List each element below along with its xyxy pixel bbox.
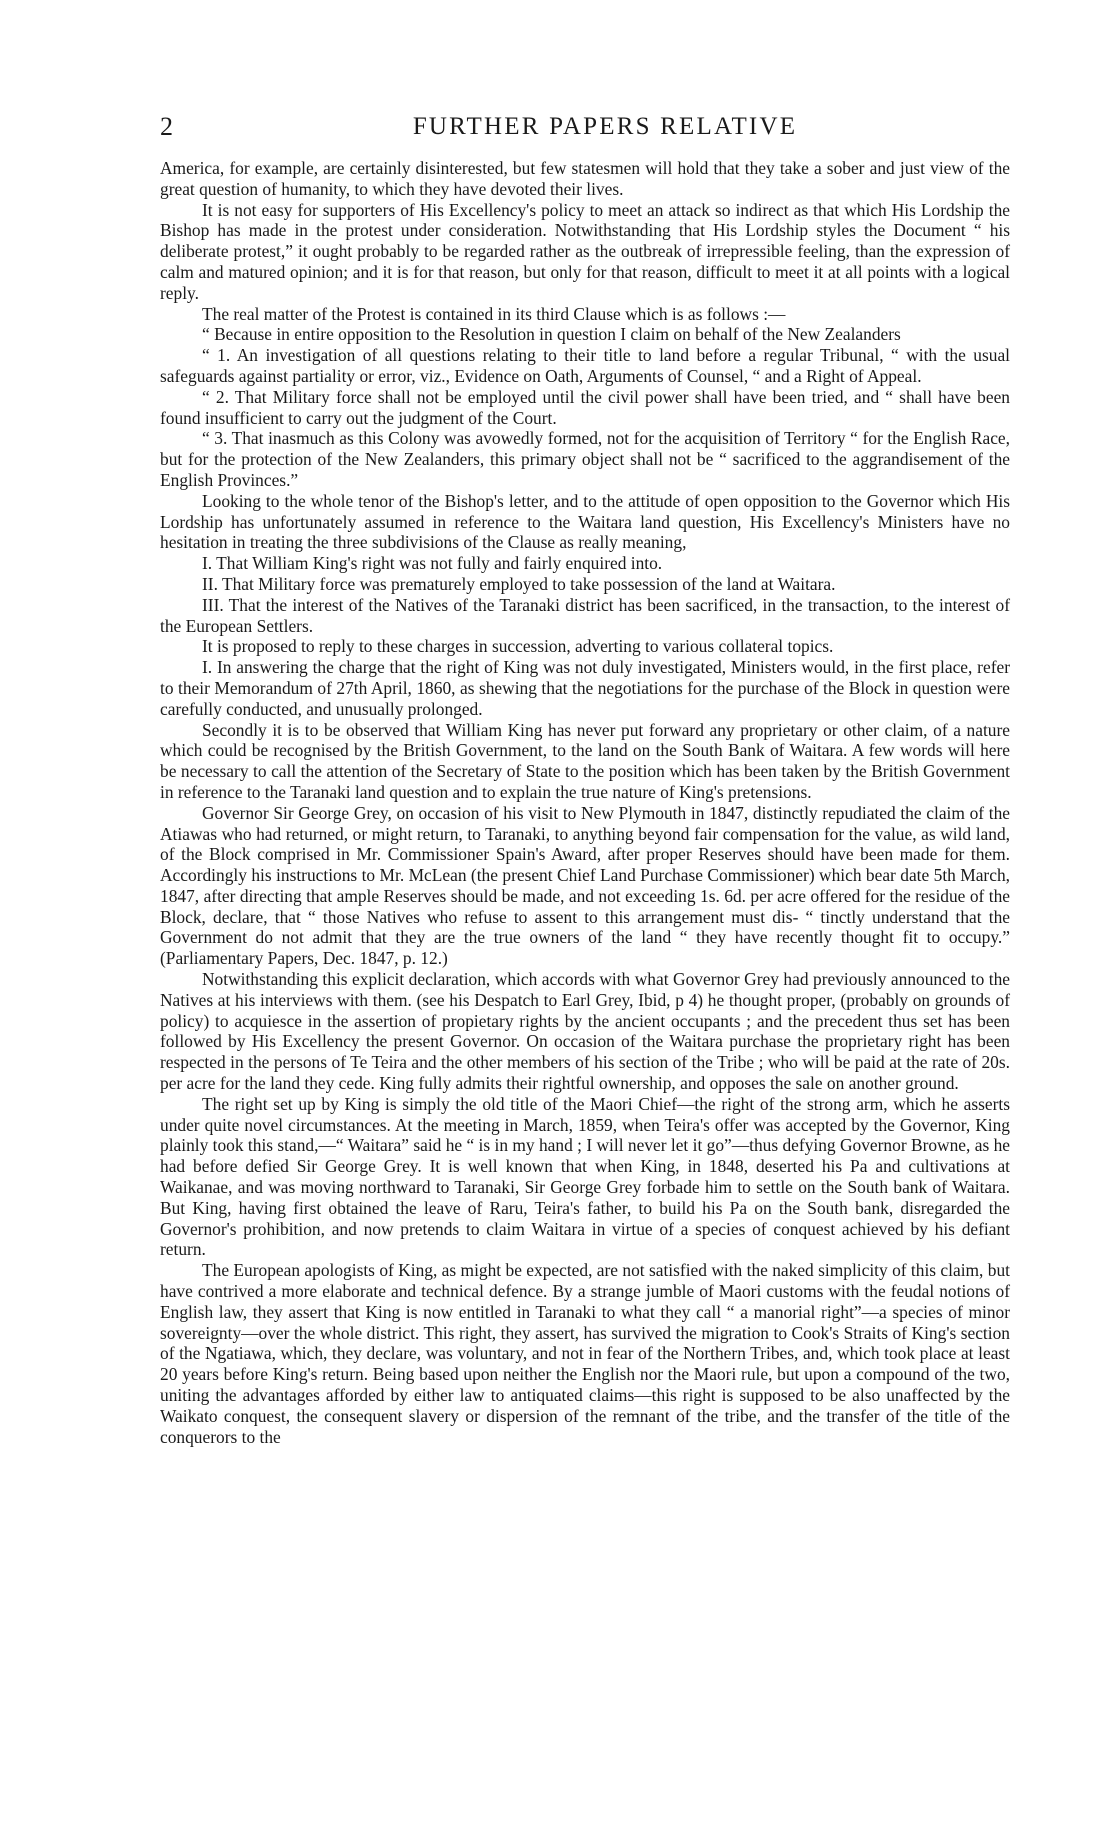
charge-3: III. That the interest of the Natives of the Taranaki district has been sacrificed, in the transaction, to the interest of the European Settlers. [160,594,1010,636]
protest-clause-1: “ 1. An investigation of all questions relating to their title to land before a regular Tribunal, “ with the usual safeguards against partiality or error, viz., Evidence on Oath, Arguments of Counsel, “ and a Right of Appeal. [160,345,1010,386]
protest-clause-2: “ 2. That Military force shall not be employed until the civil power shall have been tried, and “ shall have been found insufficient to carry out the judgment of the Court. [160,386,1010,428]
paragraph: It is not easy for supporters of His Excellency's policy to meet an attack so indirect as that which His Lordship the Bishop has made in the protest under consideration. Notwithstanding that His Lordship styles the Document “ his deliberate protest,” it ought probably to be regarded rather as the outbreak of irrepressible feeling, than the expression of calm and matured opinion; and it is for that reason, but only for that reason, difficult to meet it at all points with a logical reply. [160,199,1010,303]
paragraph: Secondly it is to be observed that William King has never put forward any proprietary or other claim, of a nature which could be recognised by the British Government, to the land on the South Bank of Waitara. A few words will here be necessary to call the attention of the Secretary of State to the position which has been taken by the British Government in reference to the Taranaki land question and to explain the true nature of King's pretensions. [160,719,1010,802]
paragraph: The European apologists of King, as might be expected, are not satisfied with the naked simplicity of this claim, but have contrived a more elaborate and technical defence. By a strange jumble of Maori customs with the feudal notions of English law, they assert that King is now entitled in Taranaki to what they call “ a manorial right”—a species of minor sovereignty—over the whole district. This right, they assert, has survived the migration to Cook's Straits of King's section of the Ngatiawa, which, they declare, was voluntary, and not in fear of the Northern Tribes, and, which took place at least 20 years before King's return. Being based upon neither the English nor the Maori rule, but upon a compound of the two, uniting the advantages afforded by either law to antiquated claims—this right is supposed to be also unaffected by the Waikato conquest, the consequent slavery or dispersion of the remnant of the tribe, and the transfer of the title of the conquerors to the [160,1260,1010,1447]
paragraph: The real matter of the Protest is contained in its third Clause which is as follows :— [202,303,786,324]
running-header [160,112,1010,144]
paragraph-continuation: America, for example, are certainly disinterested, but few statesmen will hold that they take a sober and just view of the great question of humanity, to which they have devoted their lives. [160,158,1010,199]
paragraph: I. In answering the charge that the right of King was not duly investigated, Ministers would, in the first place, refer to their Memorandum of 27th April, 1860, as shewing that the negotiations for the purchase of the Block in question were carefully conducted, and unusually prolonged. [160,657,1010,719]
running-title: FURTHER PAPERS RELATIVE [412,113,798,140]
paragraph: Governor Sir George Grey, on occasion of his visit to New Plymouth in 1847, distinctly repudiated the claim of the Atiawas who had returned, or might return, to Taranaki, to anything beyond fair compensation for the value, as wild land, of the Block comprised in Mr. Commissioner Spain's Award, after proper Reserves should have been made for them. Accordingly his instructions to Mr. McLean (the present Chief Land Purchase Commissioner) which bear date 5th March, 1847, after directing that ample Reserves should be made, and not exceeding 1s. 6d. per acre offered for the residue of the Block, declare, that “ those Natives who refuse to assent to this arrangement must dis- “ tinctly understand that the Government do not admit that they are the true owners of the land “ they have recently thought fit to occupy.” (Parliamentary Papers, Dec. 1847, p. 12.) [160,802,1010,969]
paragraph: Looking to the whole tenor of the Bishop's letter, and to the attitude of open opposition to the Governor which His Lordship has unfortunately assumed in reference to the Waitara land question, His Excellency's Ministers have no hesitation in treating the three subdivisions of the Clause as really meaning, [160,490,1010,553]
protest-quote: “ Because in entire opposition to the Resolution in question I claim on behalf of the New Zealanders [202,324,901,345]
paragraph: Notwithstanding this explicit declaration, which accords with what Governor Grey had previously announced to the Natives at his interviews with them. (see his Despatch to Earl Grey, Ibid, p 4) he thought proper, (probably on grounds of policy) to acquiesce in the assertion of propietary rights by the ancient occupants ; and the precedent thus set has been followed by His Excellency the present Governor. On occasion of the Waitara purchase the proprietary right has been respected in the persons of Te Teira and the other members of his section of the Tribe ; who will be paid at the rate of 20s. per acre for the land they cede. King fully admits their rightful ownership, and opposes the sale on another ground. [160,969,1010,1094]
charge-1: I. That William King's right was not fully and fairly enquired into. [202,553,663,574]
page-number: 2 [160,112,173,141]
charge-2: II. That Military force was prematurely employed to take possession of the land at Waitara. [202,573,836,594]
body-text [160,158,1010,1447]
paragraph: The right set up by King is simply the old title of the Maori Chief—the right of the strong arm, which he asserts under quite novel circumstances. At the meeting in March, 1859, when Teira's offer was accepted by the Governor, King plainly took this stand,—“ Waitara” said he “ is in my hand ; I will never let it go”—thus defying Governor Browne, as he had before defied Sir George Grey. It is well known that when King, in 1848, deserted his Pa and cultivations at Waikanae, and was moving northward to Taranaki, Sir George Grey forbade him to settle on the South bank of Waitara. But King, having first obtained the leave of Raru, Teira's father, to build his Pa on the South bank, disregarded the Governor's prohibition, and now pretends to claim Waitara in virtue of a species of conquest achieved by his defiant return. [160,1093,1010,1260]
paragraph: It is proposed to reply to these charges in succession, adverting to various collateral topics. [202,636,834,657]
protest-clause-3: “ 3. That inasmuch as this Colony was avowedly formed, not for the acquisition of Territory “ for the English Race, but for the protection of the New Zealanders, this primary object shall not be “ sacrificed to the aggrandisement of the English Provinces.” [160,428,1010,490]
